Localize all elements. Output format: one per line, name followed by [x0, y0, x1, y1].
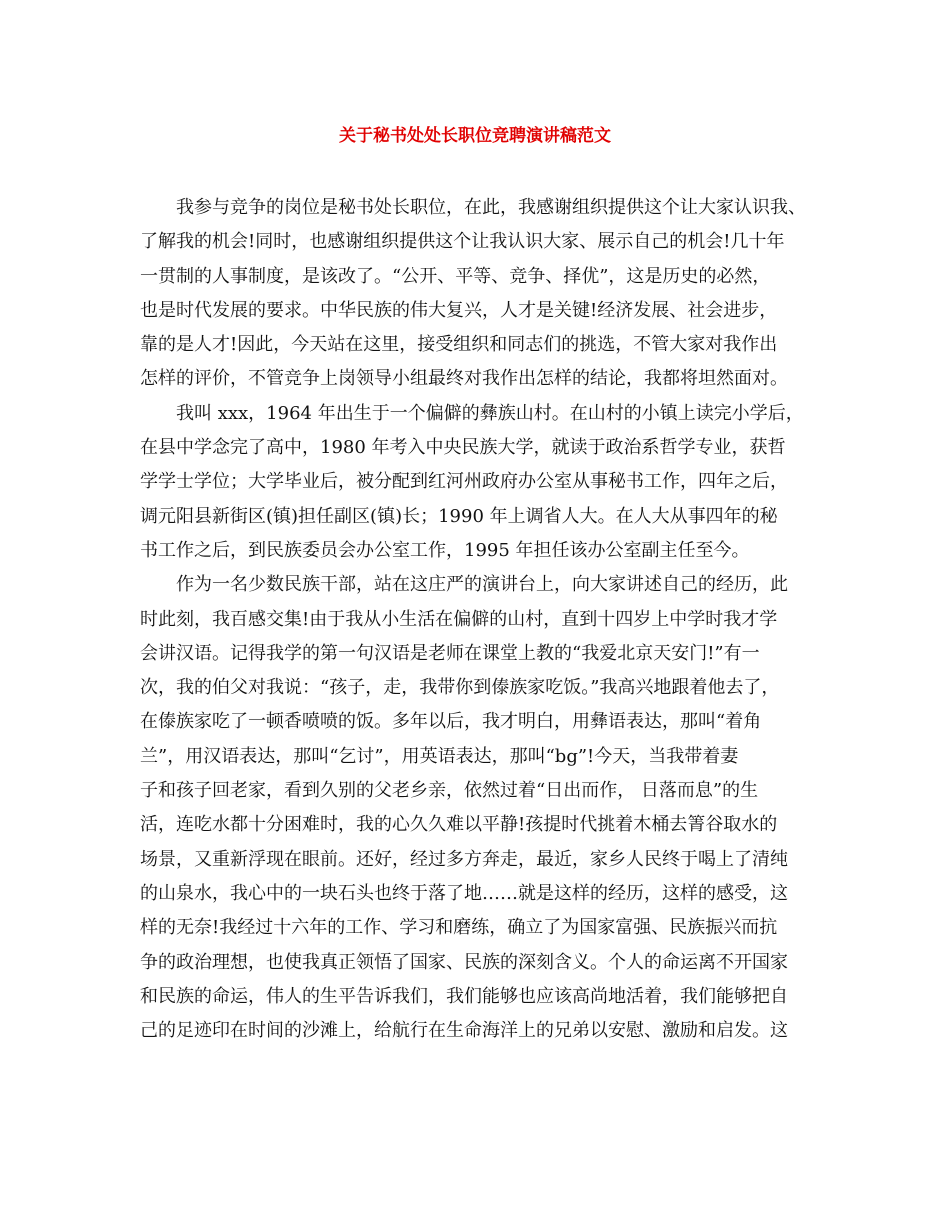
paragraph-1-line-1: 我参与竞争的岗位是秘书处长职位，在此，我感谢组织提供这个让大家认识我、 — [176, 197, 806, 218]
paragraph-3-line-7: 子和孩子回老家，看到久别的父老乡亲，依然过着“日出而作， 日落而息”的生 — [140, 780, 759, 802]
document-title: 关于秘书处处长职位竞聘演讲稿范文 — [339, 126, 611, 146]
paragraph-2-line-3: 学学士学位；大学毕业后，被分配到红河州政府办公室从事秘书工作，四年之后， — [140, 471, 788, 493]
paragraph-1-line-4: 也是时代发展的要求。中华民族的伟大复兴，人才是关键!经济发展、社会进步， — [140, 299, 778, 321]
document-body — [140, 191, 830, 1048]
paragraph-3-line-4: 次，我的伯父对我说：“孩子，走，我带你到傣族家吃饭。”我高兴地跟着他去了， — [140, 677, 780, 699]
paragraph-2-line-4: 调元阳县新街区(镇)担任副区(镇)长；1990 年上调省人大。在人大从事四年的秘 — [140, 505, 778, 527]
paragraph-1-line-3: 一贯制的人事制度，是该改了。“公开、平等、竞争、择优”，这是历史的必然， — [140, 265, 771, 287]
paragraph-3-line-12: 争的政治理想，也使我真正领悟了国家、民族的深刻含义。个人的命运离不开国家 — [140, 951, 788, 973]
paragraph-1-line-6: 怎样的评价，不管竞争上岗领导小组最终对我作出怎样的结论，我都将坦然面对。 — [140, 368, 788, 390]
paragraph-1-line-2: 了解我的机会!同时，也感谢组织提供这个让我认识大家、展示自己的机会!几十年 — [140, 231, 785, 253]
paragraph-3-line-14: 己的足迹印在时间的沙滩上，给航行在生命海洋上的兄弟以安慰、激励和启发。这 — [140, 1020, 788, 1042]
paragraph-3-line-11: 样的无奈!我经过十六年的工作、学习和磨练，确立了为国家富强、民族振兴而抗 — [140, 917, 778, 939]
paragraph-2-line-1: 我叫 xxx，1964 年出生于一个偏僻的彝族山村。在山村的小镇上读完小学后， — [176, 402, 804, 424]
paragraph-2-line-2: 在县中学念完了高中，1980 年考入中央民族大学，就读于政治系哲学专业，获哲 — [140, 437, 786, 459]
paragraph-3-line-5: 在傣族家吃了一顿香喷喷的饭。多年以后，我才明白，用彝语表达，那叫“着角 — [140, 711, 762, 733]
paragraph-3-line-8: 活，连吃水都十分困难时，我的心久久难以平静!孩提时代挑着木桶去箐谷取水的 — [140, 814, 778, 836]
paragraph-1-line-5: 靠的是人才!因此，今天站在这里，接受组织和同志们的挑选，不管大家对我作出 — [140, 334, 778, 356]
paragraph-3-line-3: 会讲汉语。记得我学的第一句汉语是老师在课堂上教的“我爱北京天安门!”有一 — [140, 642, 760, 664]
paragraph-3-line-9: 场景，又重新浮现在眼前。还好，经过多方奔走，最近，家乡人民终于喝上了清纯 — [140, 848, 788, 870]
paragraph-3-line-1: 作为一名少数民族干部，站在这庄严的演讲台上，向大家讲述自己的经历，此 — [176, 574, 788, 596]
paragraph-3-line-6: 兰”，用汉语表达，那叫“乞讨”，用英语表达，那叫“bg”!今天，当我带着妻 — [140, 745, 739, 767]
paragraph-3-line-2: 时此刻，我百感交集!由于我从小生活在偏僻的山村，直到十四岁上中学时我才学 — [140, 608, 778, 630]
paragraph-3-line-10: 的山泉水，我心中的一块石头也终于落了地……就是这样的经历，这样的感受，这 — [140, 882, 788, 904]
paragraph-2-line-5: 书工作之后，到民族委员会办公室工作，1995 年担任该办公室副主任至今。 — [140, 539, 750, 561]
paragraph-3-line-13: 和民族的命运，伟人的生平告诉我们，我们能够也应该高尚地活着，我们能够把自 — [140, 985, 788, 1007]
